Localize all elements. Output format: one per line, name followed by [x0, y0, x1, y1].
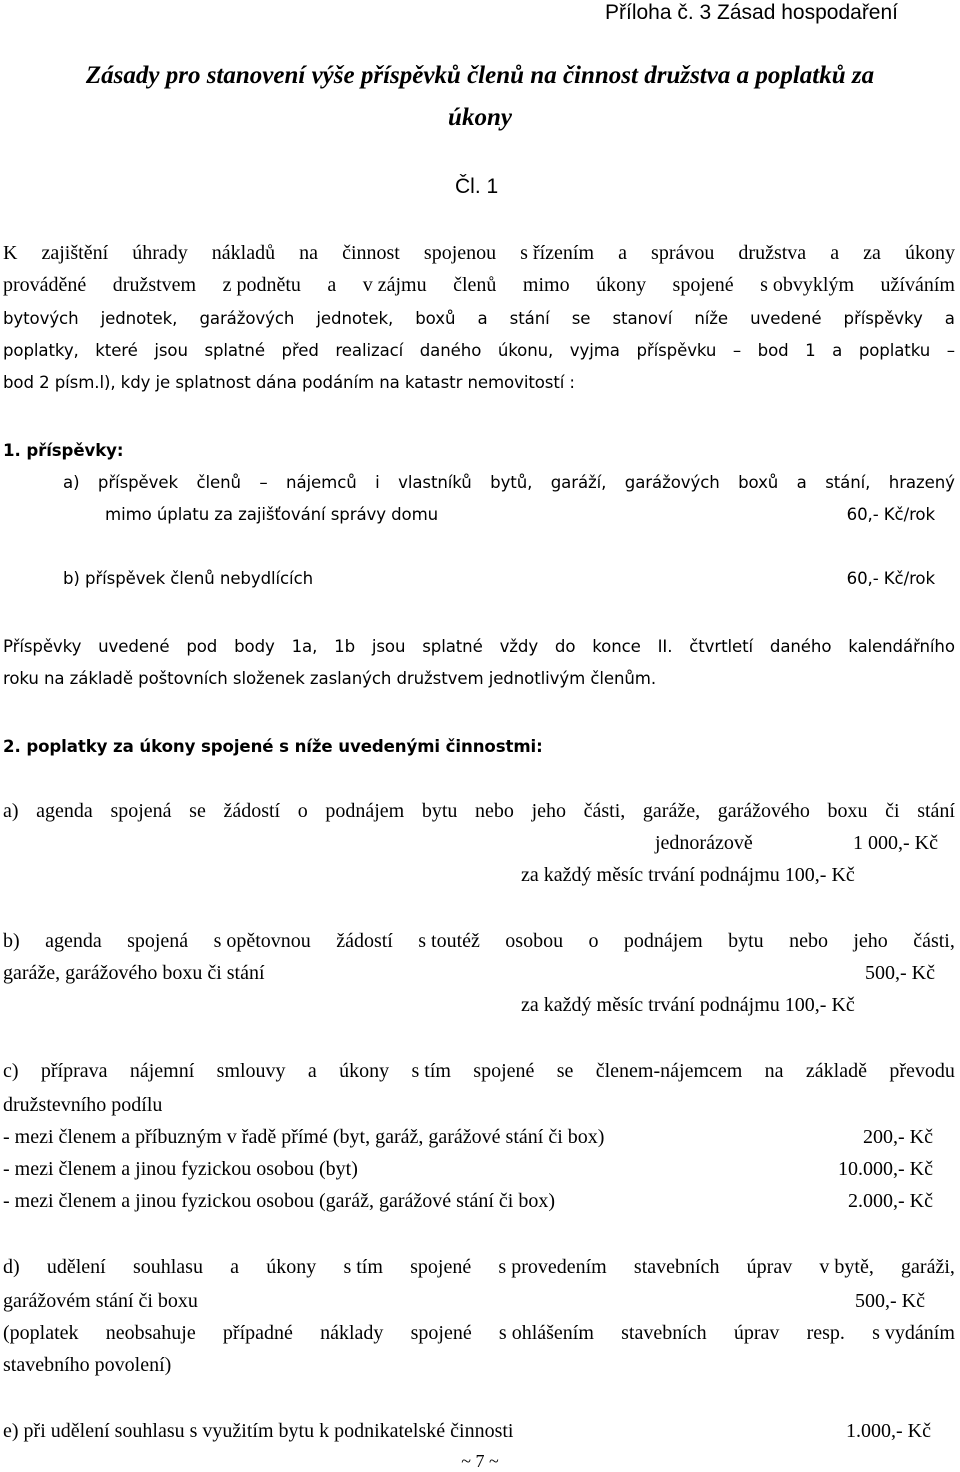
word: na	[764, 1060, 784, 1082]
document-title-line1: Zásady pro stanovení výše příspěvků členů na činnost družstva a poplatků za	[85, 62, 875, 89]
word: nájemní	[129, 1060, 195, 1082]
word: žádostí	[223, 800, 281, 822]
word: stanoví	[612, 309, 673, 328]
word: příspěvky	[843, 309, 923, 328]
word: –	[946, 341, 955, 360]
word: garážových	[624, 473, 720, 492]
word: uvedené	[750, 309, 822, 328]
word: a)	[3, 800, 19, 822]
word: s provedením	[498, 1256, 607, 1278]
word: poplatku	[858, 341, 931, 360]
e-text: e) při udělení souhlasu s využitím bytu k podnikatelské činnosti	[3, 1420, 514, 1442]
word: s řízením	[520, 242, 595, 264]
word: základě	[805, 1060, 867, 1082]
word: nebo	[475, 800, 514, 822]
word: a	[230, 1256, 240, 1278]
word: s opětovnou	[213, 930, 311, 952]
word: kalendářního	[848, 637, 955, 656]
word: s tím	[411, 1060, 451, 1082]
word: garážových	[199, 309, 295, 328]
word: jsou	[371, 637, 406, 656]
section2-a-month: za každý měsíc trvání podnájmu 100,- Kč	[521, 864, 855, 886]
word: (poplatek	[3, 1322, 79, 1344]
section1-heading: 1. příspěvky:	[3, 441, 124, 460]
word: agenda	[36, 800, 93, 822]
word: udělení	[46, 1256, 106, 1278]
section2-c-line1	[3, 1058, 955, 1084]
word: mimo	[522, 274, 570, 296]
word: nájemců	[286, 473, 357, 492]
item-a-amount: 60,- Kč/rok	[846, 505, 935, 524]
word: níže	[694, 309, 728, 328]
word: daného	[419, 341, 482, 360]
word: za	[863, 242, 881, 264]
word: d)	[3, 1256, 20, 1278]
word: podnájem	[623, 930, 703, 952]
word: o	[297, 800, 308, 822]
word: hrazený	[888, 473, 955, 492]
word: stání	[917, 800, 955, 822]
section1-note-line2: roku na základě poštovních složenek zaslaných družstvem jednotlivým členům.	[3, 669, 657, 688]
word: a)	[63, 473, 80, 492]
word: boxu	[827, 800, 868, 822]
section2-b-month: za každý měsíc trvání podnájmu 100,- Kč	[521, 994, 855, 1016]
word: úhrady	[132, 242, 188, 264]
word: s obvyklým	[760, 274, 855, 296]
word: splatné	[204, 341, 265, 360]
word: c)	[3, 1060, 19, 1082]
word: souhlasu	[132, 1256, 203, 1278]
word: –	[259, 473, 268, 492]
word: se	[189, 800, 206, 822]
word: stání	[509, 309, 550, 328]
word: a	[307, 1060, 317, 1082]
word: o	[588, 930, 599, 952]
word: spojenou	[423, 242, 497, 264]
word: jednotek,	[100, 309, 178, 328]
word: a	[477, 309, 488, 328]
word: družstvem	[112, 274, 197, 296]
section2-b-row	[3, 960, 935, 986]
word: se	[556, 1060, 574, 1082]
intro-line-5: bod 2 písm.l), kdy je splatnost dána podáním na katastr nemovitostí :	[3, 373, 575, 392]
word: nebo	[789, 930, 828, 952]
word: příspěvku	[636, 341, 717, 360]
e-amount: 1.000,- Kč	[846, 1420, 931, 1442]
section1-item-b-row	[63, 566, 935, 592]
intro-line-1	[3, 240, 955, 266]
word: které	[95, 341, 138, 360]
section2-c-row-2	[3, 1156, 933, 1182]
word: 1	[805, 341, 816, 360]
word: náklady	[320, 1322, 384, 1344]
word: a	[944, 309, 955, 328]
word: s toutéž	[418, 930, 480, 952]
word: osobou	[505, 930, 564, 952]
word: agenda	[45, 930, 102, 952]
intro-line-2	[3, 272, 955, 298]
word: s vydáním	[872, 1322, 955, 1344]
section2-c-line2: družstevního podílu	[3, 1094, 163, 1116]
word: s ohlášením	[498, 1322, 594, 1344]
word: a	[327, 274, 337, 296]
word: na	[299, 242, 319, 264]
word: úkony	[904, 242, 955, 264]
word: spojené	[672, 274, 734, 296]
word: činnost	[342, 242, 400, 264]
word: příprava	[40, 1060, 108, 1082]
word: správou	[651, 242, 715, 264]
word: i	[375, 473, 380, 492]
word: stání,	[825, 473, 871, 492]
section2-a-once-label: jednorázově	[655, 832, 753, 854]
annex-label: Příloha č. 3 Zásad hospodaření	[604, 1, 898, 24]
word: úkony	[339, 1060, 390, 1082]
word: převodu	[889, 1060, 955, 1082]
word: vyjma	[569, 341, 620, 360]
item-b-amount: 60,- Kč/rok	[846, 569, 935, 588]
word: vždy	[499, 637, 539, 656]
item-a-text: mimo úplatu za zajišťování správy domu	[105, 505, 439, 524]
section2-d-note-line1	[3, 1320, 955, 1346]
word: smlouvy	[216, 1060, 286, 1082]
section2-c-row-3	[3, 1188, 933, 1214]
c-row-1-text: - mezi členem a příbuzným v řadě přímé (byt, garáž, garážové stání či box)	[3, 1126, 605, 1148]
section2-a-once-amount: 1 000,- Kč	[853, 832, 938, 854]
word: spojená	[110, 800, 172, 822]
word: 1b	[334, 637, 355, 656]
word: podnájem	[325, 800, 405, 822]
word: daného	[769, 637, 832, 656]
section2-d-row	[3, 1288, 925, 1314]
intro-line-4	[3, 338, 955, 364]
word: body	[234, 637, 275, 656]
word: v zájmu	[362, 274, 427, 296]
word: úkony	[266, 1256, 317, 1278]
word: úkonu,	[497, 341, 554, 360]
word: garážového	[717, 800, 810, 822]
section2-a-line1	[3, 798, 955, 824]
word: části,	[583, 800, 626, 822]
word: bytů,	[490, 473, 533, 492]
word: jeho	[853, 930, 888, 952]
word: jsou	[154, 341, 188, 360]
b-amount: 500,- Kč	[865, 962, 935, 984]
word: členů	[453, 274, 497, 296]
word: jeho	[531, 800, 566, 822]
word: před	[281, 341, 319, 360]
word: bod	[757, 341, 789, 360]
word: či	[885, 800, 900, 822]
c-row-3-text: - mezi členem a jinou fyzickou osobou (garáž, garážové stání či box)	[3, 1190, 556, 1212]
section2-d-line1	[3, 1254, 955, 1280]
section1-note-line1	[3, 634, 955, 660]
word: b)	[3, 930, 20, 952]
word: konce	[592, 637, 641, 656]
section2-c-row-1	[3, 1124, 933, 1150]
section2-d-note-line2: stavebního povolení)	[3, 1354, 172, 1376]
section1-item-a-row	[105, 502, 935, 528]
word: garáži,	[901, 1256, 955, 1278]
word: bytu	[421, 800, 458, 822]
d-amount: 500,- Kč	[855, 1290, 925, 1312]
c-row-1-amount: 200,- Kč	[863, 1126, 933, 1148]
word: realizací	[335, 341, 404, 360]
word: zajištění	[41, 242, 109, 264]
word: části,	[913, 930, 955, 952]
word: spojená	[127, 930, 189, 952]
word: a	[796, 473, 807, 492]
word: nákladů	[211, 242, 276, 264]
section1-item-a-line1	[63, 470, 955, 496]
word: spojené	[473, 1060, 535, 1082]
word: 1a,	[291, 637, 318, 656]
word: uvedené	[98, 637, 170, 656]
word: spojené	[410, 1256, 472, 1278]
section2-e-row	[3, 1418, 931, 1444]
word: členů	[196, 473, 241, 492]
c-row-2-amount: 10.000,- Kč	[838, 1158, 933, 1180]
word: prováděné	[3, 274, 87, 296]
word: resp.	[806, 1322, 845, 1344]
word: poplatky,	[3, 341, 79, 360]
page-number: ~ 7 ~	[461, 1451, 499, 1471]
word: užíváním	[880, 274, 955, 296]
word: bytových	[3, 309, 79, 328]
c-row-3-amount: 2.000,- Kč	[848, 1190, 933, 1212]
c-row-2-text: - mezi členem a jinou fyzickou osobou (byt)	[3, 1158, 358, 1180]
d-text: garážovém stání či boxu	[3, 1290, 198, 1312]
word: členem-nájemcem	[595, 1060, 743, 1082]
word: úkony	[596, 274, 647, 296]
item-b-text: b) příspěvek členů nebydlících	[63, 569, 314, 588]
word: spojené	[410, 1322, 472, 1344]
document-title-line2: úkony	[448, 104, 512, 131]
word: splatné	[422, 637, 483, 656]
word: Příspěvky	[3, 637, 82, 656]
word: boxů	[738, 473, 779, 492]
section2-heading: 2. poplatky za úkony spojené s níže uvedenými činnostmi:	[3, 737, 543, 756]
word: garáží,	[550, 473, 607, 492]
word: do	[554, 637, 576, 656]
word: boxů	[415, 309, 456, 328]
word: případné	[222, 1322, 293, 1344]
article-number: Čl. 1	[455, 175, 499, 198]
word: stavebních	[621, 1322, 707, 1344]
word: žádostí	[336, 930, 393, 952]
intro-line-3	[3, 306, 955, 332]
word: z podnětu	[222, 274, 301, 296]
word: čtvrtletí	[689, 637, 754, 656]
word: se	[571, 309, 591, 328]
word: –	[732, 341, 742, 360]
word: úprav	[733, 1322, 780, 1344]
word: neobsahuje	[105, 1322, 196, 1344]
word: s tím	[343, 1256, 383, 1278]
word: bytu	[728, 930, 764, 952]
word: K	[3, 242, 18, 264]
word: a	[618, 242, 627, 264]
word: jednotek,	[316, 309, 394, 328]
word: vlastníků	[398, 473, 472, 492]
word: příspěvek	[97, 473, 178, 492]
word: a	[830, 242, 840, 264]
word: v bytě,	[819, 1256, 874, 1278]
word: družstva	[738, 242, 807, 264]
word: pod	[186, 637, 218, 656]
word: stavebních	[633, 1256, 720, 1278]
word: úprav	[746, 1256, 793, 1278]
word: garáže,	[642, 800, 701, 822]
b-text: garáže, garážového boxu či stání	[3, 962, 265, 984]
word: a	[832, 341, 843, 360]
section2-b-line1	[3, 928, 955, 954]
word: II.	[657, 637, 673, 656]
